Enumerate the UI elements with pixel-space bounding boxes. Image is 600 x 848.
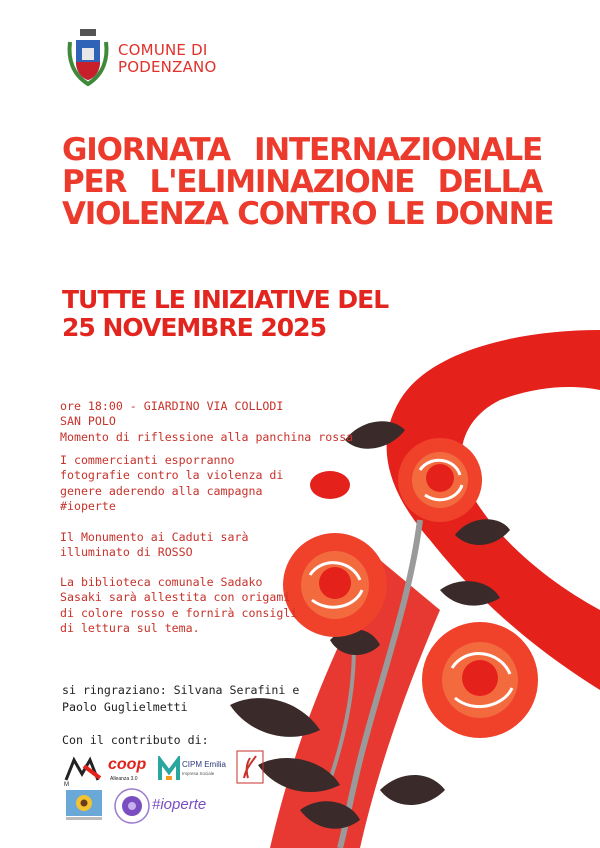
sponsor-logo-ioperte: [152, 794, 216, 820]
acknowledgements-line1: si ringraziano: Silvana Serafini e: [62, 683, 300, 697]
cipm-logo-icon: [158, 756, 180, 782]
sunflower-logo-icon: [66, 790, 102, 822]
sponsor-logo-flower: [114, 788, 150, 824]
event-monument-line2: illuminato di ROSSO: [60, 545, 193, 560]
acknowledgements: [62, 682, 299, 716]
rose-bud: [310, 471, 350, 499]
municipality-line2: PODENZANO: [118, 58, 217, 76]
event-library-line4: di lettura sul tema.: [60, 621, 200, 636]
event-shops-line4: #ioperte: [60, 499, 116, 514]
municipality-name: [118, 42, 216, 76]
ioperte-logo-text: #ioperte: [152, 796, 207, 813]
event-library-line3: di colore rosso e fornirà consigli: [60, 605, 298, 620]
subtitle-line2: 25 NOVEMBRE 2025: [62, 313, 326, 342]
acknowledgements-line2: Paolo Guglielmetti: [62, 700, 188, 714]
event-garden-line1: ore 18:00 - GIARDINO VIA COLLODI: [60, 399, 284, 413]
title-line3: VIOLENZA CONTRO LE DONNE: [62, 196, 554, 232]
event-shops-line2: fotografie contro la violenza di: [60, 468, 284, 483]
rose-top: [398, 438, 482, 522]
title-line1: GIORNATA INTERNAZIONALE: [62, 132, 542, 168]
sponsor-logo-cipm: [158, 756, 228, 784]
event-monument: [60, 530, 248, 561]
coop-logo-sub: Alleanza 3.0: [110, 776, 138, 782]
sponsor-logo-coop: [106, 756, 150, 786]
leaf: [380, 775, 445, 805]
subtitle: [62, 286, 388, 342]
cipm-logo-sub: Impresa Sociale: [182, 771, 215, 776]
contributors-label: Con il contributo di:: [62, 733, 209, 747]
event-library-line1: La biblioteca comunale Sadako: [60, 575, 263, 589]
title-line2: PER L'ELIMINAZIONE DELLA: [62, 164, 542, 200]
coop-logo-text: coop: [108, 756, 147, 773]
event-library: [60, 575, 297, 637]
event-shops: [60, 453, 283, 515]
sponsor-logo-ma: [64, 756, 102, 788]
rose-bud: [487, 560, 523, 584]
event-garden-line3: Momento di riflessione alla panchina rossa: [60, 429, 354, 444]
event-library-line2: Sasaki sarà allestita con origami: [60, 590, 291, 605]
event-garden: [60, 399, 353, 445]
rose-bottom: [422, 622, 538, 738]
cipm-logo-text: CIPM Emilia: [182, 760, 227, 769]
ma-logo-icon: [64, 756, 102, 782]
municipality-line1: COMUNE DI: [118, 41, 208, 59]
sponsor-logo-association: [236, 750, 264, 784]
event-shops-line3: genere aderendo alla campagna: [60, 483, 263, 498]
rose-middle: [283, 533, 387, 637]
purple-flower-logo-icon: [114, 788, 150, 824]
event-shops-line1: I commercianti esporranno: [60, 453, 235, 467]
page-title: [62, 132, 554, 232]
figure-logo-icon: [236, 750, 264, 784]
ma-logo-text: M: [64, 782, 69, 788]
coat-of-arms-icon: [66, 28, 110, 88]
sponsor-logo-sunflower: [66, 790, 102, 822]
subtitle-line1: TUTTE LE INIZIATIVE DEL: [62, 285, 389, 314]
event-monument-line1: Il Monumento ai Caduti sarà: [60, 530, 249, 544]
event-garden-line2: SAN POLO: [60, 414, 116, 429]
